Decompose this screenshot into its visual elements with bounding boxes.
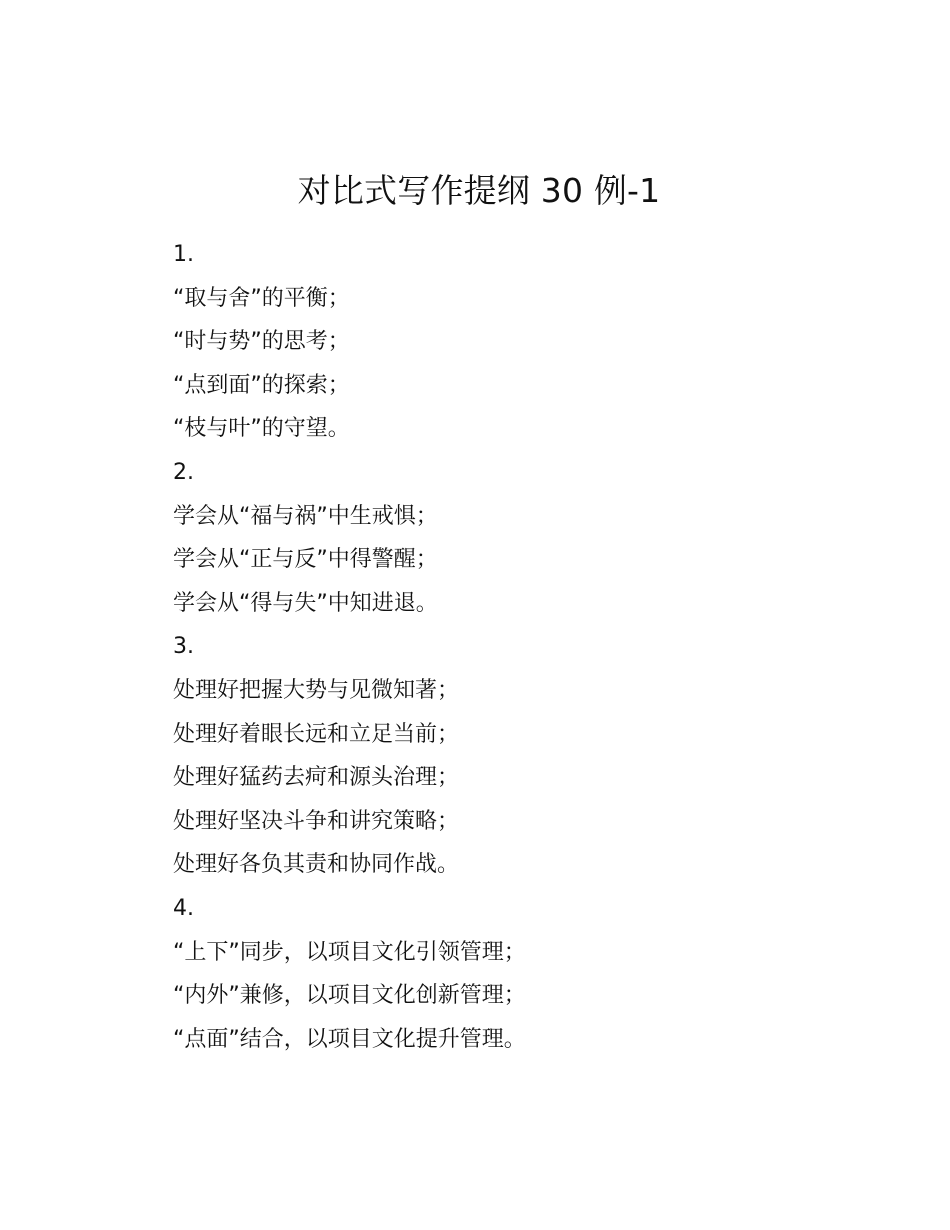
outline-line: 处理好猛药去疴和源头治理； bbox=[173, 765, 460, 791]
outline-line: “点到面”的探索； bbox=[173, 372, 350, 398]
outline-line: “枝与叶”的守望。 bbox=[173, 416, 350, 442]
outline-line: “点面”结合，以项目文化提升管理。 bbox=[173, 1026, 526, 1052]
section-number: 2. bbox=[173, 459, 194, 485]
outline-line: “时与势”的思考； bbox=[173, 329, 350, 355]
section-number: 1. bbox=[173, 242, 194, 267]
section-number: 4. bbox=[173, 895, 194, 921]
outline-line: 学会从“得与失”中知进退。 bbox=[173, 590, 438, 616]
outline-line: 学会从“正与反”中得警醒； bbox=[173, 547, 438, 573]
outline-line: 处理好把握大势与见微知著； bbox=[173, 677, 460, 703]
page-title: 对比式写作提纲 30 例-1 bbox=[297, 171, 661, 210]
outline-line: 处理好着眼长远和立足当前； bbox=[173, 721, 460, 747]
outline-line: “上下”同步，以项目文化引领管理； bbox=[173, 939, 526, 965]
outline-line: 处理好各负其责和协同作战。 bbox=[173, 852, 460, 878]
outline-line: “取与舍”的平衡； bbox=[173, 285, 350, 311]
outline-body bbox=[173, 233, 873, 1061]
outline-line: 处理好坚决斗争和讲究策略； bbox=[173, 808, 460, 834]
outline-line: “内外”兼修，以项目文化创新管理； bbox=[173, 983, 526, 1009]
section-number: 3. bbox=[173, 634, 194, 660]
outline-line: 学会从“福与祸”中生戒惧； bbox=[173, 503, 438, 529]
